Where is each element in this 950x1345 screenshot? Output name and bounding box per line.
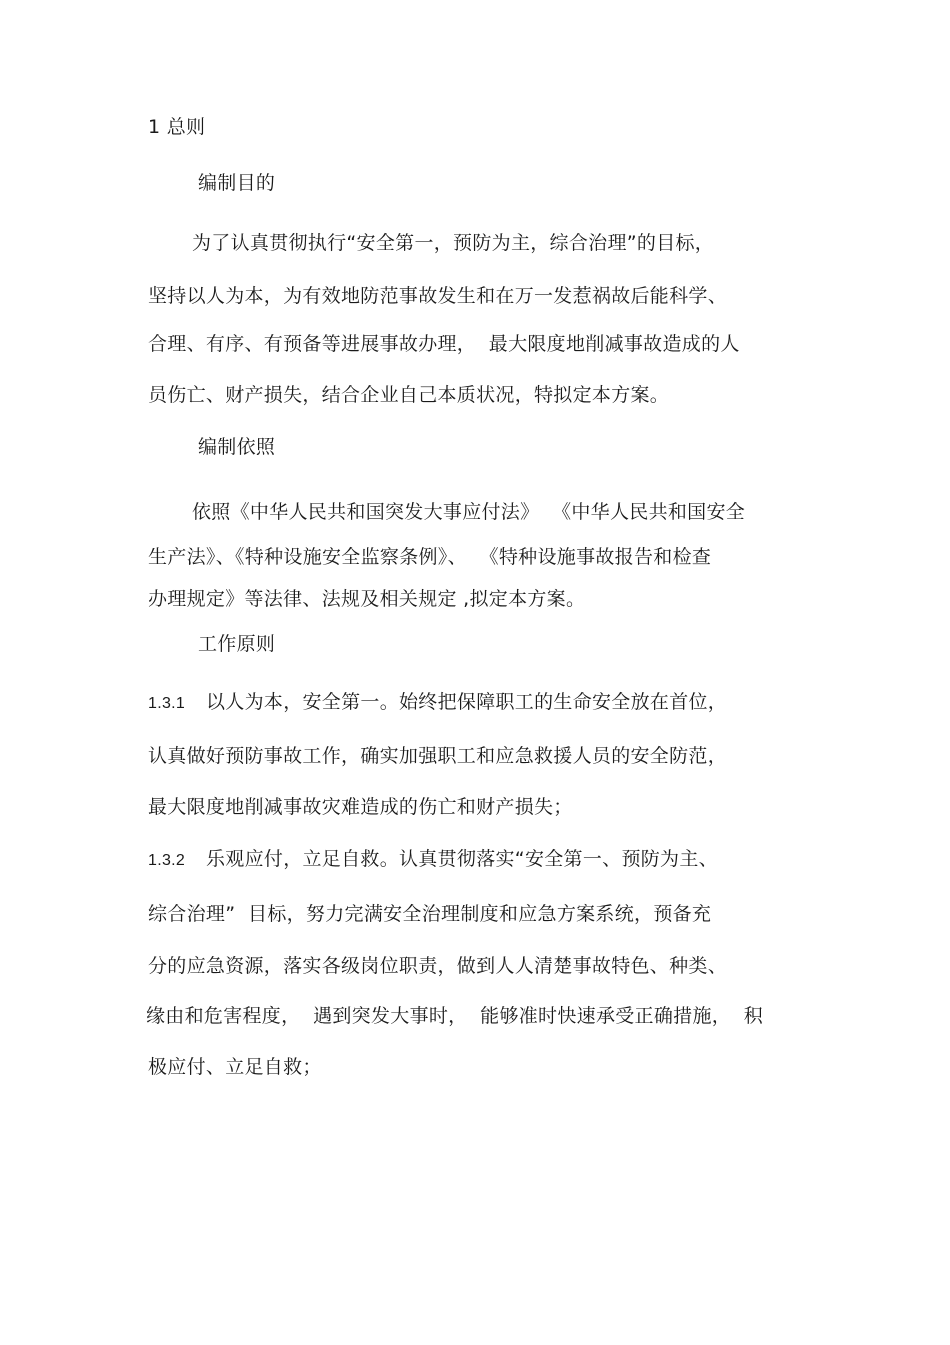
principle-line: 最大限度地削减事故灾难造成的伤亡和财产损失； <box>148 796 573 818</box>
paragraph-line: 为了认真贯彻执行“安全第一，预防为主，综合治理”的目标， <box>192 232 715 254</box>
paragraph-line: 依照《中华人民共和国突发大事应付法》 《中华人民共和国安全 <box>192 501 746 523</box>
paragraph-line: 办理规定》等法律、法规及相关规定 ,拟定本方案。 <box>148 588 586 610</box>
subsection-heading-purpose: 编制目的 <box>198 172 276 194</box>
principle-line: 分的应急资源，落实各级岗位职责，做到人人清楚事故特色、种类、 <box>148 955 728 977</box>
principle-line: 综合治理” 目标，努力完满安全治理制度和应急方案系统，预备充 <box>148 903 712 925</box>
principle-number: 1.3.2 <box>148 852 186 869</box>
paragraph-line: 员伤亡、财产损失，结合企业自己本质状况，特拟定本方案。 <box>148 384 670 406</box>
paragraph-line: 合理、有序、有预备等进展事故办理， 最大限度地削减事故造成的人 <box>148 333 740 355</box>
principle-line: 缘由和危害程度， 遇到突发大事时， 能够准时快速承受正确措施， 积 <box>146 1005 764 1027</box>
subsection-heading-principles: 工作原则 <box>198 633 276 655</box>
section-title: 1 总则 <box>148 116 206 138</box>
principle-line: 乐观应付，立足自救。认真贯彻落实“安全第一、预防为主、 <box>206 848 718 870</box>
principle-line: 极应付、立足自救； <box>148 1056 322 1078</box>
subsection-heading-basis: 编制依照 <box>198 436 276 458</box>
principle-line: 以人为本，安全第一。始终把保障职工的生命安全放在首位， <box>206 691 728 713</box>
principle-number: 1.3.1 <box>148 695 186 712</box>
paragraph-line: 生产法》、《特种设施安全监察条例》、 《特种设施事故报告和检查 <box>148 546 712 568</box>
paragraph-line: 坚持以人为本，为有效地防范事故发生和在万一发惹祸故后能科学、 <box>148 285 728 307</box>
principle-line: 认真做好预防事故工作，确实加强职工和应急救援人员的安全防范， <box>148 745 728 767</box>
